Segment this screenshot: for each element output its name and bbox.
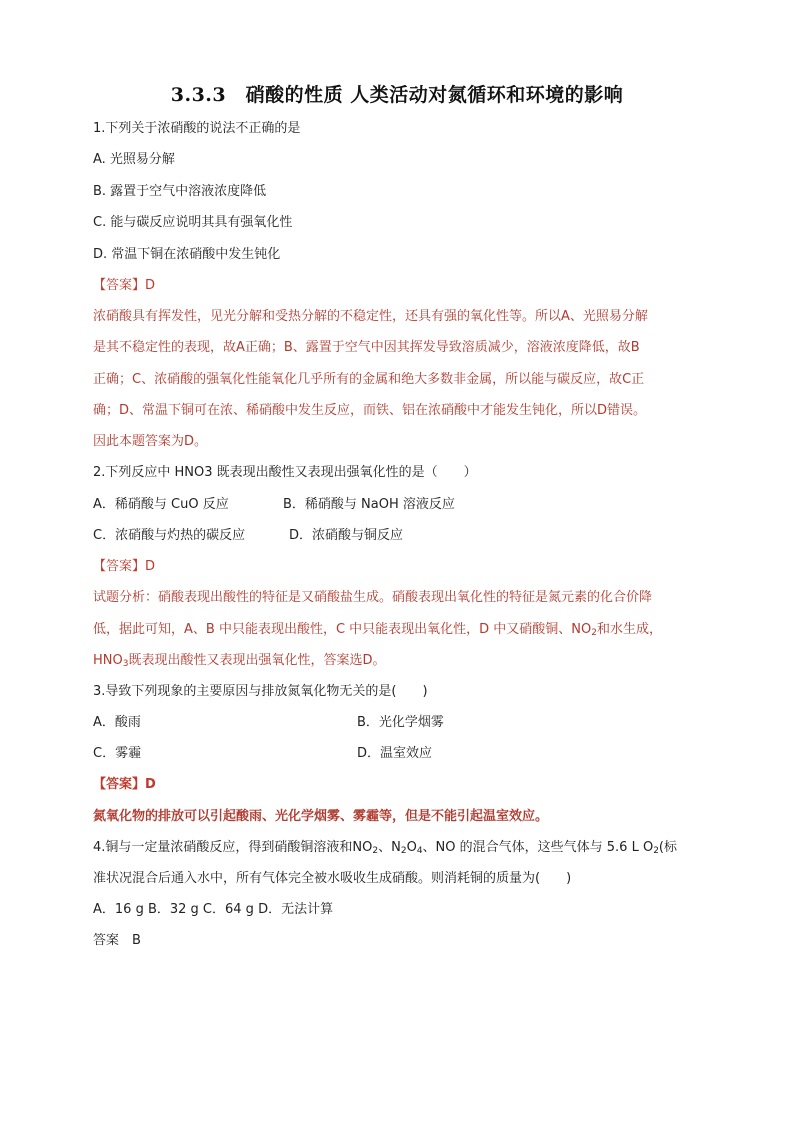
explanation-text: 和水生成， [597,622,663,637]
question-3-explanation: 氮氧化物的排放可以引起酸雨、光化学烟雾、雾霾等，但是不能引起温室效应。 [93,809,549,824]
explanation-text: 既表现出酸性又表现出强氧化性，答案选D。 [128,653,386,668]
question-2-option-b: B．稀硝酸与 NaOH 溶液反应 [283,497,455,512]
question-3-stem: 3.导致下列现象的主要原因与排放氮氧化物无关的是( ) [93,684,428,699]
question-1-option-a: A. 光照易分解 [93,152,175,167]
question-2-answer: 【答案】D [93,559,156,574]
subscript: 2 [591,628,597,638]
explanation-text: HNO [93,653,123,668]
question-1-stem: 1.下列关于浓硝酸的说法不正确的是 [93,121,301,136]
question-4-stem-line: 准状况混合后通入水中，所有气体完全被水吸收生成硝酸。则消耗铜的质量为( ) [93,871,572,886]
question-1-explanation-line: 浓硝酸具有挥发性，见光分解和受热分解的不稳定性，还具有强的氧化性等。所以A、光照易分解 [93,309,648,324]
page-title: 3.3.3 硝酸的性质 人类活动对氮循环和环境的影响 [170,84,624,106]
subscript: 2 [400,846,407,856]
question-3-option-d: D．温室效应 [357,746,433,761]
question-3-answer: 【答案】D [93,777,156,792]
question-2-explanation-line [93,652,385,670]
question-1-option-c: C. 能与碳反应说明其具有强氧化性 [93,215,293,230]
subscript: 2 [372,846,379,856]
question-2-explanation-line [93,621,662,639]
question-3-option-b: B．光化学烟雾 [357,715,444,730]
question-1-explanation-line: 因此本题答案为D。 [93,434,208,449]
question-3-option-c: C．雾霾 [93,746,142,761]
question-2-option-d: D．浓硝酸与铜反应 [289,528,404,543]
question-1-answer: 【答案】D [93,278,156,293]
stem-text: 4.铜与一定量浓硝酸反应，得到硝酸铜溶液和NO [93,840,373,855]
question-2-stem: 2.下列反应中 HNO3 既表现出酸性又表现出强氧化性的是（ ） [93,465,477,480]
question-1-explanation-line: 是其不稳定性的表现，故A正确；B、露置于空气中因其挥发导致溶质减少，溶液浓度降低，故B [93,340,640,355]
question-4-answer: 答案 B [93,933,141,948]
stem-text: 、NO 的混合气体，这些气体与 5.6 L O [422,840,654,855]
question-1-explanation-line: 正确；C、浓硝酸的强氧化性能氧化几乎所有的金属和绝大多数非金属，所以能与碳反应，故C正 [93,372,645,387]
question-1-option-b: B. 露置于空气中溶液浓度降低 [93,184,267,199]
stem-text: (标 [658,840,677,855]
question-1-explanation-line: 确；D、常温下铜可在浓、稀硝酸中发生反应，而铁、铝在浓硝酸中才能发生钝化，所以D错误。 [93,403,647,418]
question-4-stem-line [93,839,677,857]
subscript: 3 [122,659,129,669]
question-2-option-c: C．浓硝酸与灼热的碳反应 [93,528,246,543]
subscript: 4 [416,846,423,856]
question-4-options: A．16 g B．32 g C．64 g D．无法计算 [93,902,334,917]
stem-text: O [406,840,417,855]
explanation-text: 低，据此可知，A、B 中只能表现出酸性，C 中只能表现出氧化性，D 中又硝酸铜、NO [93,622,592,637]
question-3-option-a: A．酸雨 [93,715,141,730]
subscript: 2 [653,846,659,856]
question-2-explanation-line: 试题分析：硝酸表现出酸性的特征是又硝酸盐生成。硝酸表现出氧化性的特征是氮元素的化合价降 [93,590,653,605]
stem-text: 、N [378,840,401,855]
question-1-option-d: D. 常温下铜在浓硝酸中发生钝化 [93,247,281,262]
question-2-option-a: A．稀硝酸与 CuO 反应 [93,497,229,512]
